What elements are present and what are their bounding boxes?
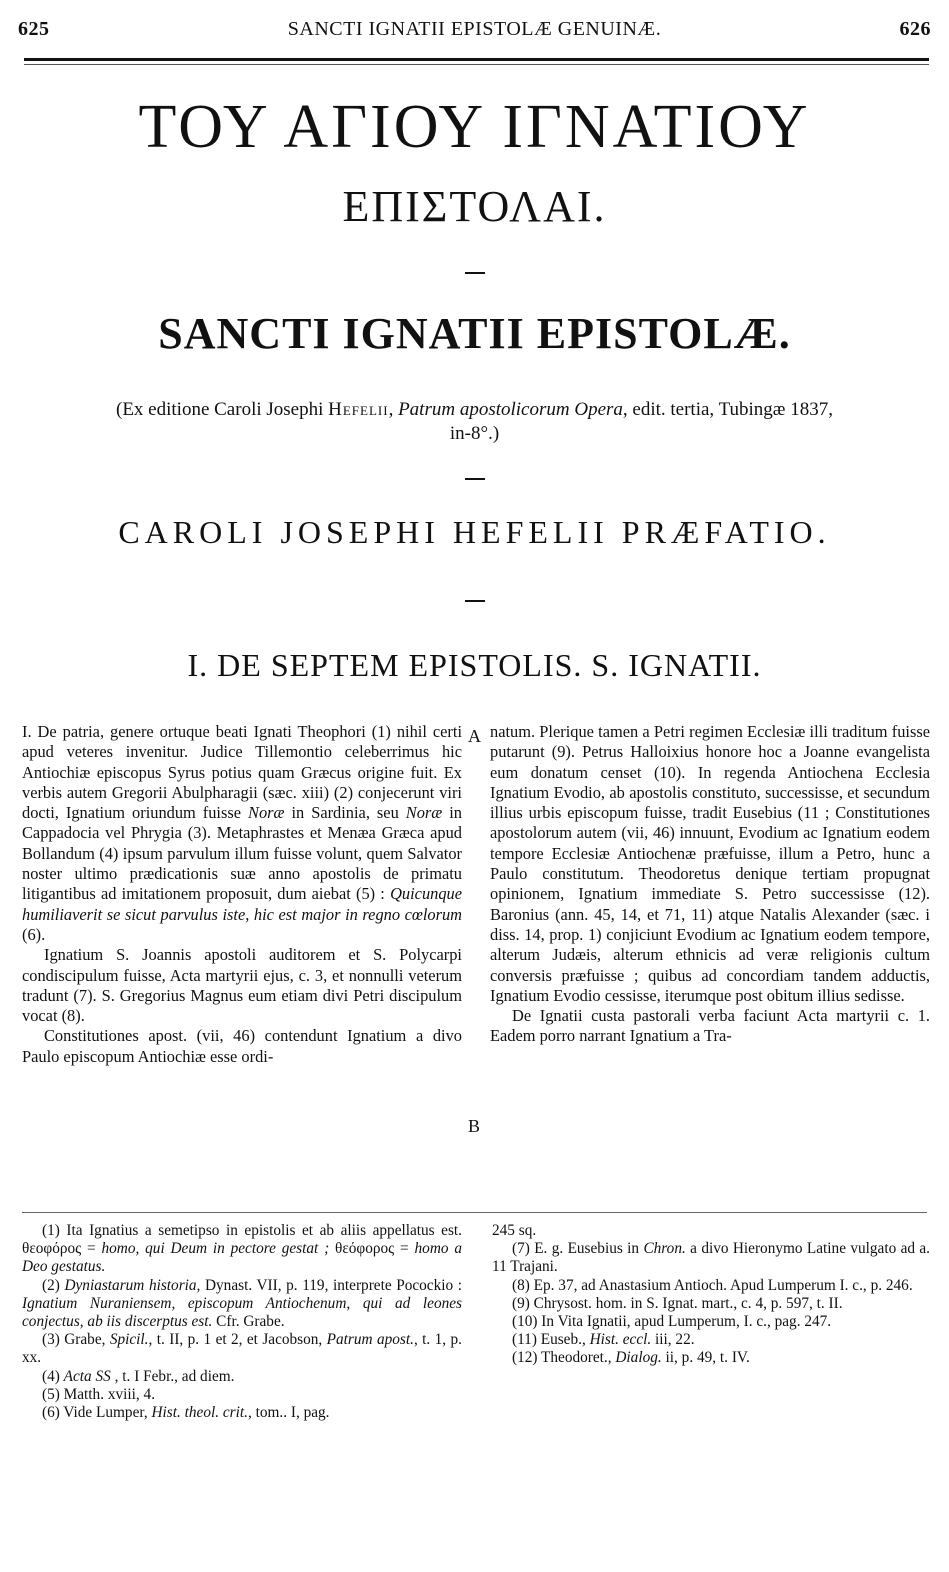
footnote — [492, 1240, 930, 1276]
footnote — [22, 1368, 462, 1386]
margin-marker-b: B — [468, 1116, 481, 1136]
text-italic: homo, qui Deum in pectore gestat ; — [101, 1240, 330, 1258]
text-italic: Dialog. — [615, 1349, 662, 1367]
text-italic: Acta SS — [63, 1367, 111, 1385]
edition-line-2: in-8°.) — [449, 423, 500, 444]
running-header — [18, 14, 931, 44]
footnote — [22, 1404, 462, 1422]
paragraph: Constitutiones apost. (vii, 46) contendunt Ignatium a divo Paulo episcopum Antiochiæ esse ordi- — [22, 1026, 462, 1066]
right-column — [490, 722, 930, 1047]
text-italic: Noræ — [405, 803, 443, 823]
text: , tom.. I, pag. — [247, 1404, 330, 1422]
text-italic: homo a Deo gestatus. — [22, 1240, 462, 1276]
text: in Sardinia, seu — [284, 803, 406, 823]
page-number-left: 625 — [18, 18, 50, 40]
greek-title: ΤΟΥ ΑΓΙΟΥ ΙΓΝΑΤΙΟΥ — [138, 93, 811, 161]
text: , t. 1, p. xx. — [22, 1331, 462, 1367]
running-title: SANCTI IGNATII EPISTOLÆ GENUINÆ. — [287, 18, 662, 40]
footnote — [22, 1277, 462, 1332]
latin-title: SANCTI IGNATII EPISTOLÆ. — [158, 309, 791, 358]
footnotes-right — [492, 1222, 930, 1368]
header-rule-thin — [24, 64, 929, 65]
text: (1) Ita Ignatius a semetipso in epistolis et ab aliis appellatus est. θεοφόρος = — [22, 1222, 462, 1258]
text-italic: Hist. theol. crit. — [151, 1404, 248, 1422]
footnote-rule — [22, 1212, 927, 1213]
footnote — [22, 1222, 462, 1277]
text: (11) Euseb., — [512, 1331, 590, 1349]
paragraph: natum. Plerique tamen a Petri regimen Ecclesiæ illi traditum fuisse putarunt (9). Petrus Halloixius honore hoc a Joanne evangelista eum donatum censet (10). In regenda Antiochena Ecclesia Ignatium Evodio, ab apostolis constituto, successisse, et secundum illius urbis episcopum fuisse, tradit Eusebius (11 ; Constitutiones apostolorum autem (vii, 46) innuunt, Evodium ac Ignatium eodem tempore Ecclesiæ Antiochenæ præfuisse, illum a Petro, hunc a Paulo constitutum. Theodoretus denique tertiam propugnat opinionem, Ignatium immediate S. Petro successisse (12). Baronius (ann. 45, 14, et 71, 11) atque Natalis Alexander (sæc. i diss. 14, prop. 1) conjiciunt Evodium ac Ignatium eodem tempore, alterum Judæis, alterum ethnicis ad veræ religionis cultum conversis præfuisse ; quibus ad concordiam tandem adductis, Ignatium Evodio cessisse, iterumque post obitum illius sedisse. — [490, 722, 930, 1005]
text: iii, 22. — [651, 1331, 695, 1349]
section-heading: I. DE SEPTEM EPISTOLIS. S. IGNATII. — [187, 647, 762, 683]
text: (6). — [22, 924, 46, 944]
text: (7) E. g. Eusebius in — [512, 1240, 644, 1258]
text-italic: Chron. — [643, 1240, 686, 1258]
text: (4) — [42, 1367, 64, 1385]
edition-editor: Hefelii — [328, 399, 389, 420]
paragraph: De Ignatii custa pastorali verba faciunt Acta martyrii c. 1. Eadem porro narrant Ignatium a Tra- — [490, 1006, 930, 1046]
divider-dash — [465, 272, 485, 274]
preface-heading: CAROLI JOSEPHI HEFELII PRÆFATIO. — [118, 514, 831, 550]
edition-line-1: (Ex editione Caroli Josephi Hefelii, Patrum apostolicorum Opera, edit. tertia, Tubingæ 1837, — [116, 399, 833, 420]
edition-note — [0, 398, 949, 446]
text-italic: Hist. eccl. — [589, 1331, 652, 1349]
header-rule — [24, 58, 929, 61]
paragraph: Ignatium S. Joannis apostoli auditorem et S. Polycarpi condiscipulum fuisse, Acta martyrii ejus, c. 3, et nonnulli veterum tradunt (7). S. Gregorius Magnus eum etiam divi Petri discipulum vocat (8). — [22, 945, 462, 1026]
footnote: (9) Chrysost. hom. in S. Ignat. mart., c. 4, p. 597, t. II. — [512, 1294, 843, 1312]
page-number-right: 626 — [899, 18, 931, 40]
divider-dash — [465, 600, 485, 602]
footnote: (5) Matth. xviii, 4. — [42, 1385, 156, 1403]
edition-suffix: , edit. tertia, Tubingæ 1837, — [622, 399, 833, 420]
paragraph — [22, 722, 462, 945]
footnote — [22, 1331, 462, 1367]
left-column — [22, 722, 462, 1067]
text: (12) Theodoret., — [512, 1349, 616, 1367]
text: , t. I Febr., ad diem. — [110, 1367, 235, 1385]
footnote: (10) In Vita Ignatii, apud Lumperum, I. c., pag. 247. — [512, 1313, 832, 1331]
footnote-continuation: 245 sq. — [492, 1222, 537, 1239]
scripture-quote: Quicunque humiliaverit se sicut parvulus iste, hic est major in regno cœlorum — [22, 884, 462, 924]
text-italic: Ignatium Nuraniensem, episcopum Antiochenum, qui ad leones conjectus, ab iis discerptus est. — [22, 1294, 462, 1331]
divider-dash — [465, 478, 485, 480]
text: (3) Grabe, — [42, 1331, 110, 1349]
footnote — [492, 1331, 930, 1349]
text: in Cappadocia vel Phrygia (3). Metaphrastes et Menæa Græca apud Bollandum (4) ipsum parvulum illum fuisse volunt, quem Salvator noster ultimo prædicationis suæ anno apostolis de primatu litigantibus ad imitationem proposuit, dum aiebat (5) : — [22, 803, 462, 904]
text-italic: Patrum apost. — [326, 1331, 414, 1349]
text: I. De patria, genere ortuque beati Ignati Theophori (1) nihil certi apud veteres invenitur. Judice Tillemontio celeberrimus hic Antiochiæ episcopus Syrus potius quam Græcus origine fuit. Ex verbis autem Gregorii Abulpharagii (sæc. xiii) (2) conjecerunt viri docti, Ignatium oriundum fuisse — [22, 722, 462, 823]
text-italic: Spicil. — [109, 1331, 149, 1349]
text-italic: Noræ — [248, 803, 285, 823]
greek-subtitle: ΕΠΙΣΤΟΛΑΙ. — [342, 182, 607, 231]
margin-marker-a: A — [468, 726, 481, 746]
text: , t. II, p. 1 et 2, et Jacobson, — [148, 1331, 327, 1349]
text-italic: Dyniastarum historia, — [64, 1276, 201, 1294]
footnote — [492, 1349, 930, 1367]
edition-prefix: (Ex editione Caroli Josephi — [116, 399, 329, 420]
footnotes-left — [22, 1222, 462, 1422]
text: θεόφορος = — [329, 1240, 415, 1258]
edition-work: Patrum apostolicorum Opera — [398, 399, 623, 420]
text: a divo Hieronymo Latine vulgato ad a. 11 Trajani. — [492, 1240, 931, 1276]
text: ii, p. 49, t. IV. — [661, 1349, 750, 1367]
text: Dynast. VII, p. 119, interprete Pocockio : — [200, 1276, 463, 1294]
text: (6) Vide Lumper, — [42, 1404, 152, 1422]
text: (2) — [42, 1276, 65, 1294]
footnote: (8) Ep. 37, ad Anastasium Antioch. Apud Lumperum I. c., p. 246. — [512, 1276, 913, 1294]
text: Cfr. Grabe. — [212, 1313, 285, 1331]
